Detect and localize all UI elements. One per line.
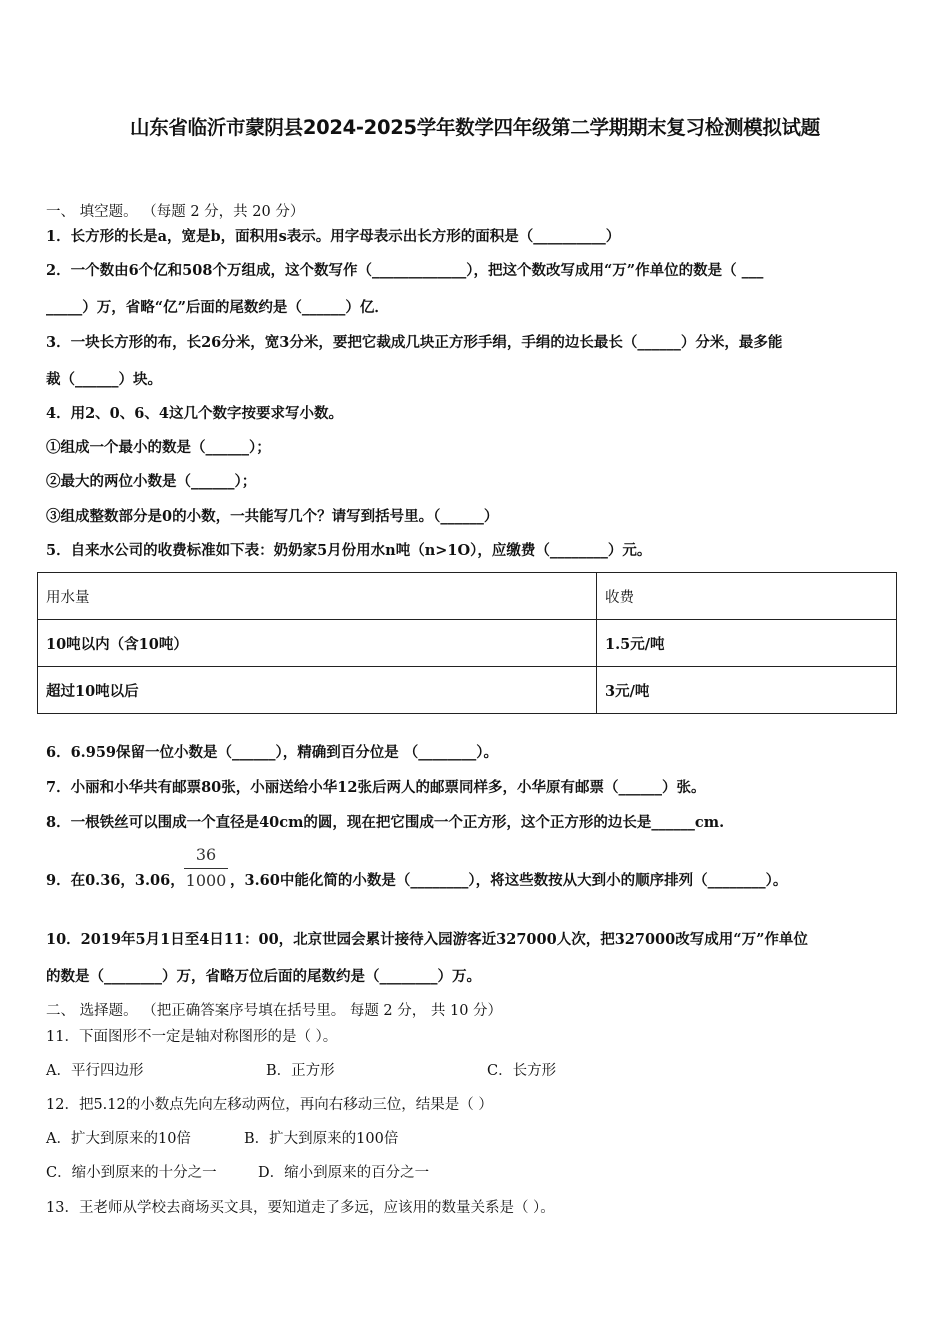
question-8: 8．一根铁丝可以围成一个直径是40cm的圆，现在把它围成一个正方形，这个正方形的边长是______cm. — [46, 814, 725, 831]
table-cell: 超过10吨以后 — [38, 667, 597, 714]
table-cell: 10吨以内（含10吨） — [38, 620, 597, 667]
section-heading-fill-blank: 一、 填空题。 （每题 2 分，共 20 分） — [46, 204, 305, 220]
q12-option-d: D．缩小到原来的百分之一 — [258, 1165, 430, 1181]
question-3-line-2: 裁（______）块。 — [46, 371, 162, 388]
question-3-line-1: 3．一块长方形的布，长26分米，宽3分米，要把它裁成几块正方形手绢，手绢的边长最长（______）分米，最多能 — [46, 334, 783, 351]
question-5: 5．自来水公司的收费标准如下表：奶奶家5月份用水n吨（n>1O），应缴费（________）元。 — [46, 542, 652, 559]
fraction-numerator: 36 — [195, 845, 217, 864]
q11-option-c: C．长方形 — [487, 1063, 557, 1079]
table-header-cell: 收费 — [597, 573, 897, 620]
question-2-line-2: _____）万，省略“亿”后面的尾数约是（______）亿． — [46, 299, 389, 316]
question-4-part-1: ①组成一个最小的数是（______）； — [46, 439, 271, 456]
page-title: 山东省临沂市蒙阴县2024-2025学年数学四年级第二学期期末复习检测模拟试题 — [130, 116, 820, 139]
table-row — [38, 667, 897, 714]
fee-table — [37, 572, 897, 714]
fraction-36-over-1000 — [184, 845, 228, 891]
question-1: 1．长方形的长是a，宽是b，面积用s表示。用字母表示出长方形的面积是（__________） — [46, 228, 621, 245]
question-2-line-1: 2．一个数由6个亿和508个万组成，这个数写作（_____________），把这个数改写成用“万”作单位的数是（ ___ — [46, 262, 764, 279]
question-10-line-1: 10．2019年5月1日至4日11：00，北京世园会累计接待入园游客近327000人次，把327000改写成用“万”作单位 — [46, 931, 808, 948]
section-heading-choice: 二、 选择题。 （把正确答案序号填在括号里。 每题 2 分， 共 10 分） — [46, 1003, 503, 1019]
table-cell: 1.5元/吨 — [597, 620, 897, 667]
question-4: 4．用2、0、6、4这几个数字按要求写小数。 — [46, 405, 343, 422]
q12-option-a: A．扩大到原来的10倍 — [46, 1131, 191, 1147]
question-4-part-2: ②最大的两位小数是（______）； — [46, 473, 257, 490]
question-9-end: ，3.60中能化简的小数是（________），将这些数按从大到小的顺序排列（________）。 — [230, 872, 788, 889]
question-13: 13．王老师从学校去商场买文具，要知道走了多远，应该用的数量关系是（ ）。 — [46, 1200, 555, 1216]
q11-option-a: A．平行四边形 — [46, 1063, 144, 1079]
table-cell: 3元/吨 — [597, 667, 897, 714]
fraction-denominator: 1000 — [185, 871, 227, 890]
question-11: 11．下面图形不一定是轴对称图形的是（ ）。 — [46, 1029, 338, 1045]
q12-option-b: B．扩大到原来的100倍 — [244, 1131, 399, 1147]
question-10-line-2: 的数是（________）万，省略万位后面的尾数约是（________）万。 — [46, 968, 481, 985]
question-7: 7．小丽和小华共有邮票80张，小丽送给小华12张后两人的邮票同样多，小华原有邮票（______）张。 — [46, 779, 706, 796]
table-header-row — [38, 573, 897, 620]
question-12: 12．把5.12的小数点先向左移动两位，再向右移动三位，结果是（ ） — [46, 1097, 493, 1113]
question-4-part-3: ③组成整数部分是0的小数，一共能写几个？请写到括号里。（______） — [46, 508, 499, 525]
question-9-start: 9．在0.36，3.06， — [46, 872, 185, 889]
table-header-cell: 用水量 — [38, 573, 597, 620]
question-6: 6．6.959保留一位小数是（______），精确到百分位是 （________）。 — [46, 744, 499, 761]
fraction-bar — [184, 868, 228, 869]
q11-option-b: B．正方形 — [266, 1063, 335, 1079]
q12-option-c: C．缩小到原来的十分之一 — [46, 1165, 217, 1181]
table-row — [38, 620, 897, 667]
